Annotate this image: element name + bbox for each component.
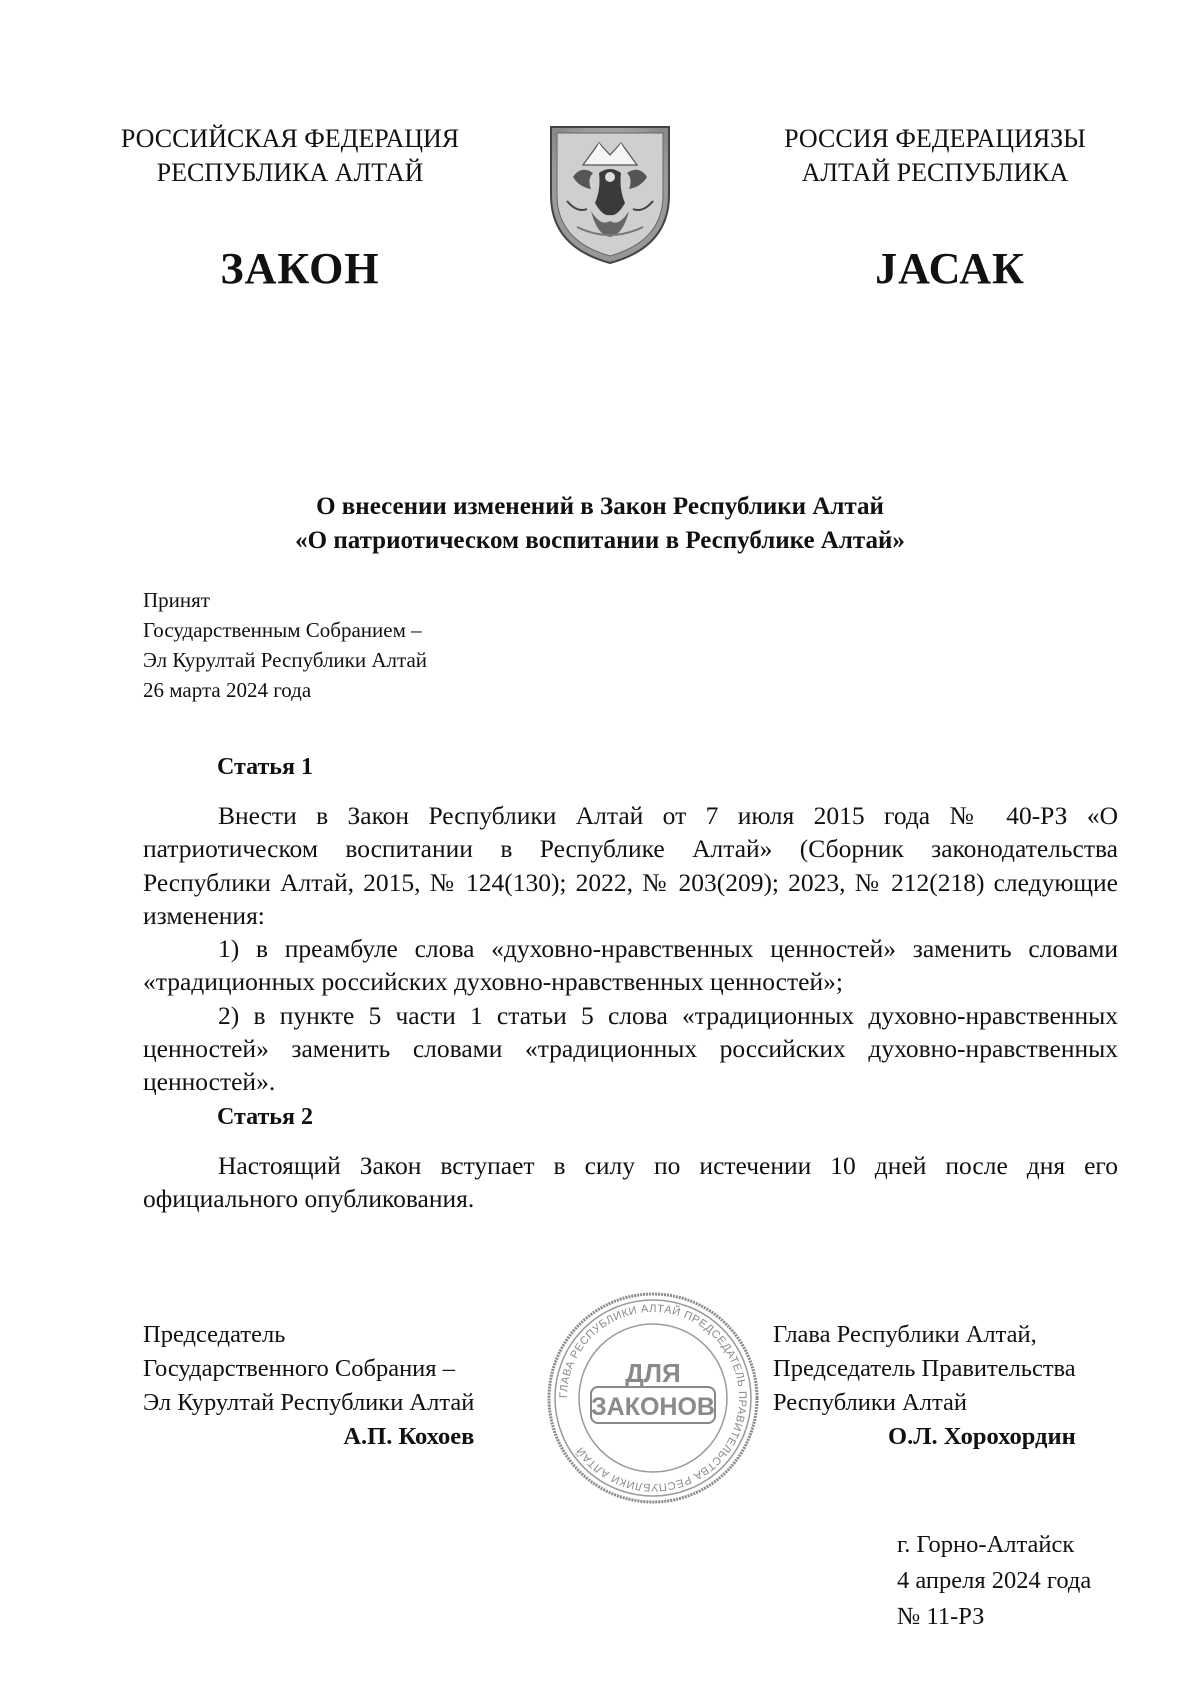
adopted-line3: Эл Курултай Республики Алтай [143,648,428,672]
article1-paragraph-1: Внести в Закон Республики Алтай от 7 июля 2015 года № 40-РЗ «О патриотическом воспитании в Республике Алтай» (Сборник законодательства Республики Алтай, 2015, № 124(130); 2022, № 203(209); 2023, № 212(218) следующие изменения: [143,801,1118,930]
header-left [90,122,490,190]
header-right [755,122,1115,190]
article1-paragraph-3: 2) в пункте 5 части 1 статьи 5 слова «традиционных духовно-нравственных ценностей» заменить словами «традиционных российских духовно-нравственных ценностей». [143,1000,1118,1097]
article1-paragraph-2: 1) в преамбуле слова «духовно-нравственных ценностей» заменить словами «традиционных российских духовно-нравственных ценностей»; [143,934,1118,997]
seal-text-line1: ДЛЯ [625,1358,681,1388]
signature-left [143,1318,474,1454]
official-seal-icon [545,1290,761,1506]
article2-paragraph-1: Настоящий Закон вступает в силу по истечении 10 дней после дня его официального опубликования. [143,1151,1118,1214]
header-right-line2: АЛТАЙ РЕСПУБЛИКА [801,158,1069,187]
place-date: 4 апреля 2024 года [897,1567,1092,1594]
signature-right [773,1318,1076,1454]
article1-heading: Статья 1 [217,754,313,780]
signature-right-line2: Председатель Правительства [773,1355,1076,1382]
law-title-line1: О внесении изменений в Закон Республики Алтай [316,493,884,520]
adopted-line4: 26 марта 2024 года [143,678,312,702]
header-left-line2: РЕСПУБЛИКА АЛТАЙ [156,158,424,187]
article2-body [143,1149,1118,1216]
signature-left-line1: Председатель [143,1321,286,1348]
header-left-line1: РОССИЙСКАЯ ФЕДЕРАЦИЯ [120,124,460,153]
seal-ring-text: ГЛАВА РЕСПУБЛИКИ АЛТАЙ ПРЕДСЕДАТЕЛЬ ПРАВИТЕЛЬСТВА РЕСПУБЛИКИ АЛТАЙ [557,1302,749,1494]
signature-left-line2: Государственного Собрания – [143,1355,455,1382]
adopted-line2: Государственным Собранием – [143,618,422,642]
coat-of-arms-icon [547,117,673,266]
seal-text-line2: ЗАКОНОВ [591,1393,715,1421]
signature-right-name: О.Л. Хорохордин [888,1423,1076,1450]
signature-left-name: А.П. Кохоев [343,1423,475,1450]
place-city: г. Горно-Алтайск [897,1531,1075,1558]
adopted-block [143,585,427,705]
header-right-line1: РОССИЯ ФЕДЕРАЦИЯЗЫ [784,124,1086,153]
signature-right-line1: Глава Республики Алтай, [773,1321,1037,1348]
title-zakon: ЗАКОН [220,244,380,293]
article1-body [143,799,1118,1099]
signature-left-line3: Эл Курултай Республики Алтай [143,1389,475,1416]
place-number: № 11-РЗ [897,1603,985,1630]
article2-heading: Статья 2 [217,1104,313,1130]
signature-right-line3: Республики Алтай [773,1389,967,1416]
law-title [160,490,1040,558]
adopted-line1: Принят [143,588,210,612]
law-title-line2: «О патриотическом воспитании в Республике Алтай» [295,527,905,554]
place-date-block [897,1527,1091,1635]
title-jasak: JАСАК [875,244,1025,293]
